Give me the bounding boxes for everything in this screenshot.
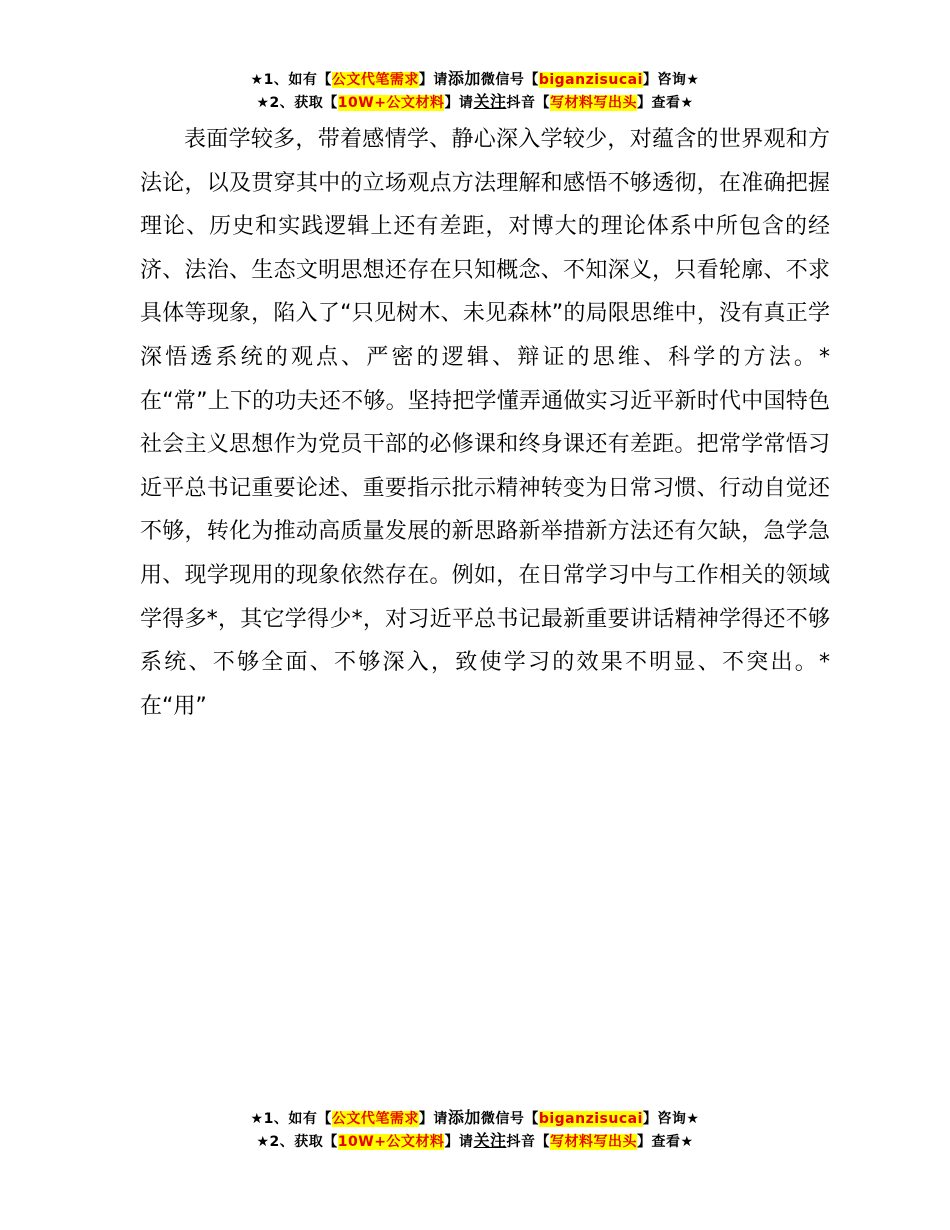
banner-line-1-emph: 添加 (447, 69, 481, 88)
banner-line-2-highlight-materials: 10W+公文材料 (337, 95, 445, 111)
footer-line-1 (0, 1107, 950, 1130)
footer-line-1-prefix: ★1、如有【 (250, 1111, 332, 1127)
footer-line-2-mid: 】请 (444, 1134, 474, 1150)
footer-line-1-mid: 】请 (418, 1111, 448, 1127)
footer-line-1-emph: 添加 (447, 1108, 481, 1127)
footer-line-2-emph: 关注 (473, 1131, 507, 1150)
body-paragraph: 表面学较多，带着感情学、静心深入学较少，对蕴含的世界观和方法论，以及贯穿其中的立场观点方法理解和感悟不够透彻，在准确把握理论、历史和实践逻辑上还有差距，对博大的理论体系中所包含的经济、法治、生态文明思想还存在只知概念、不知深义，只看轮廓、不求具体等现象，陷入了“只见树木、未见森林”的局限思维中，没有真正学深悟透系统的观点、严密的逻辑、辩证的思维、科学的方法。*在“常”上下的功夫还不够。坚持把学懂弄通做实习近平新时代中国特色社会主义思想作为党员干部的必修课和终身课还有差距。把常学常悟习近平总书记重要论述、重要指示批示精神转变为日常习惯、行动自觉还不够，转化为推动高质量发展的新思路新举措新方法还有欠缺，急学急用、现学现用的现象依然存在。例如，在日常学习中与工作相关的领域学得多*，其它学得少*，对习近平总书记最新重要讲话精神学得还不够系统、不够全面、不够深入，致使学习的效果不明显、不突出。*在“用” (140, 127, 830, 719)
footer-line-1-highlight-service: 公文代笔需求 (331, 1111, 419, 1127)
header-banner (0, 68, 950, 114)
banner-line-1-wechat-id: biganzisucai (538, 72, 643, 88)
banner-line-2-mid2: 抖音【 (506, 95, 550, 111)
banner-line-2-douyin-account: 写材料写出头 (549, 95, 637, 111)
footer-line-2-highlight-materials: 10W+公文材料 (337, 1134, 445, 1150)
banner-line-2-suffix: 】查看★ (636, 95, 694, 111)
footer-banner (0, 1107, 950, 1153)
banner-line-2 (0, 91, 950, 114)
document-body (140, 118, 830, 728)
banner-line-2-emph: 关注 (473, 92, 507, 111)
banner-line-1-mid2: 微信号【 (480, 72, 539, 88)
footer-line-2-douyin-account: 写材料写出头 (549, 1134, 637, 1150)
banner-line-1-prefix: ★1、如有【 (250, 72, 332, 88)
banner-line-2-prefix: ★2、获取【 (256, 95, 338, 111)
footer-line-1-mid2: 微信号【 (480, 1111, 539, 1127)
banner-line-1 (0, 68, 950, 91)
footer-line-2 (0, 1130, 950, 1153)
footer-line-2-mid2: 抖音【 (506, 1134, 550, 1150)
banner-line-1-mid: 】请 (418, 72, 448, 88)
banner-line-1-highlight-service: 公文代笔需求 (331, 72, 419, 88)
footer-line-2-suffix: 】查看★ (636, 1134, 694, 1150)
banner-line-2-mid: 】请 (444, 95, 474, 111)
footer-line-1-wechat-id: biganzisucai (538, 1111, 643, 1127)
footer-line-1-suffix: 】咨询★ (642, 1111, 700, 1127)
banner-line-1-suffix: 】咨询★ (642, 72, 700, 88)
footer-line-2-prefix: ★2、获取【 (256, 1134, 338, 1150)
